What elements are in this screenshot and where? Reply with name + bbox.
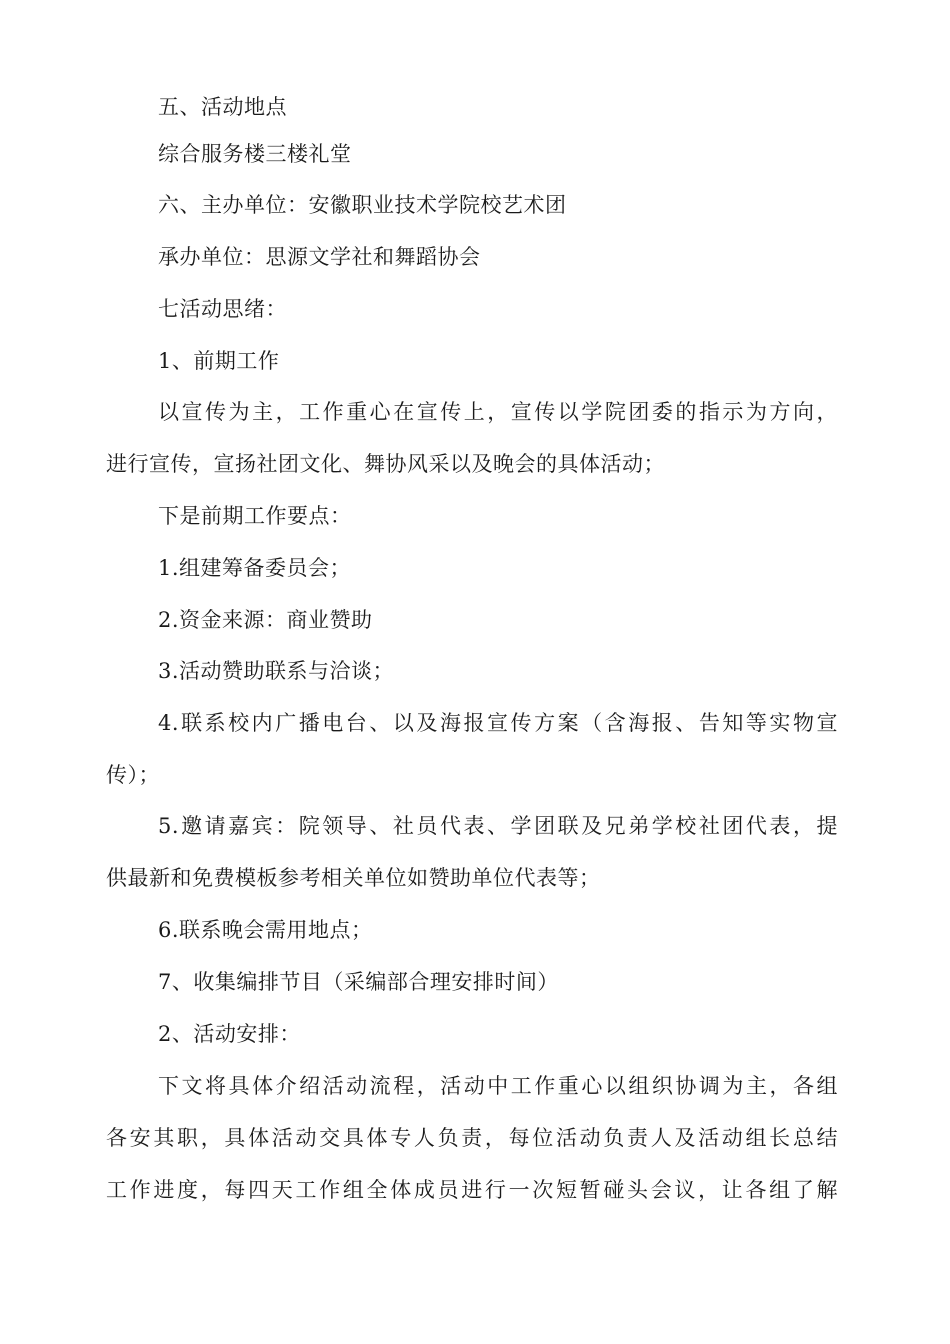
list-item-continued: 传）；	[106, 763, 160, 787]
paragraph-line: 进行宣传，宣扬社团文化、舞协风采以及晚会的具体活动；	[106, 452, 665, 476]
list-item: 1.组建筹备委员会；	[158, 556, 352, 580]
location-text: 综合服务楼三楼礼堂	[158, 142, 352, 166]
paragraph-line: 各安其职，具体活动交具体专人负责，每位活动负责人及活动组长总结	[106, 1126, 838, 1150]
paragraph-line: 下文将具体介绍活动流程，活动中工作重心以组织协调为主，各组	[158, 1074, 838, 1098]
list-item: 4.联系校内广播电台、以及海报宣传方案（含海报、告知等实物宣	[158, 711, 838, 735]
section-heading-host: 六、主办单位：安徽职业技术学院校艺术团	[158, 193, 567, 217]
paragraph-line: 工作进度，每四天工作组全体成员进行一次短暂碰头会议，让各组了解	[106, 1178, 838, 1202]
paragraph-line: 以宣传为主，工作重心在宣传上，宣传以学院团委的指示为方向，	[158, 400, 838, 424]
subheading-arrangement: 2、活动安排：	[158, 1022, 301, 1046]
list-item: 6.联系晚会需用地点；	[158, 918, 373, 942]
list-item: 3.活动赞助联系与洽谈；	[158, 659, 395, 683]
organizer-text: 承办单位：思源文学社和舞蹈协会	[158, 245, 481, 269]
list-item: 2.资金来源：商业赞助	[158, 608, 373, 632]
list-intro: 下是前期工作要点：	[158, 504, 352, 528]
section-heading-location: 五、活动地点	[158, 95, 287, 119]
list-item: 7、收集编排节目（采编部合理安排时间）	[158, 970, 559, 994]
list-item-continued: 供最新和免费模板参考相关单位如赞助单位代表等；	[106, 866, 601, 890]
section-heading-ideas: 七活动思绪：	[158, 297, 287, 321]
subheading-preparation: 1、前期工作	[158, 349, 280, 373]
list-item: 5.邀请嘉宾：院领导、社员代表、学团联及兄弟学校社团代表，提	[158, 814, 838, 838]
